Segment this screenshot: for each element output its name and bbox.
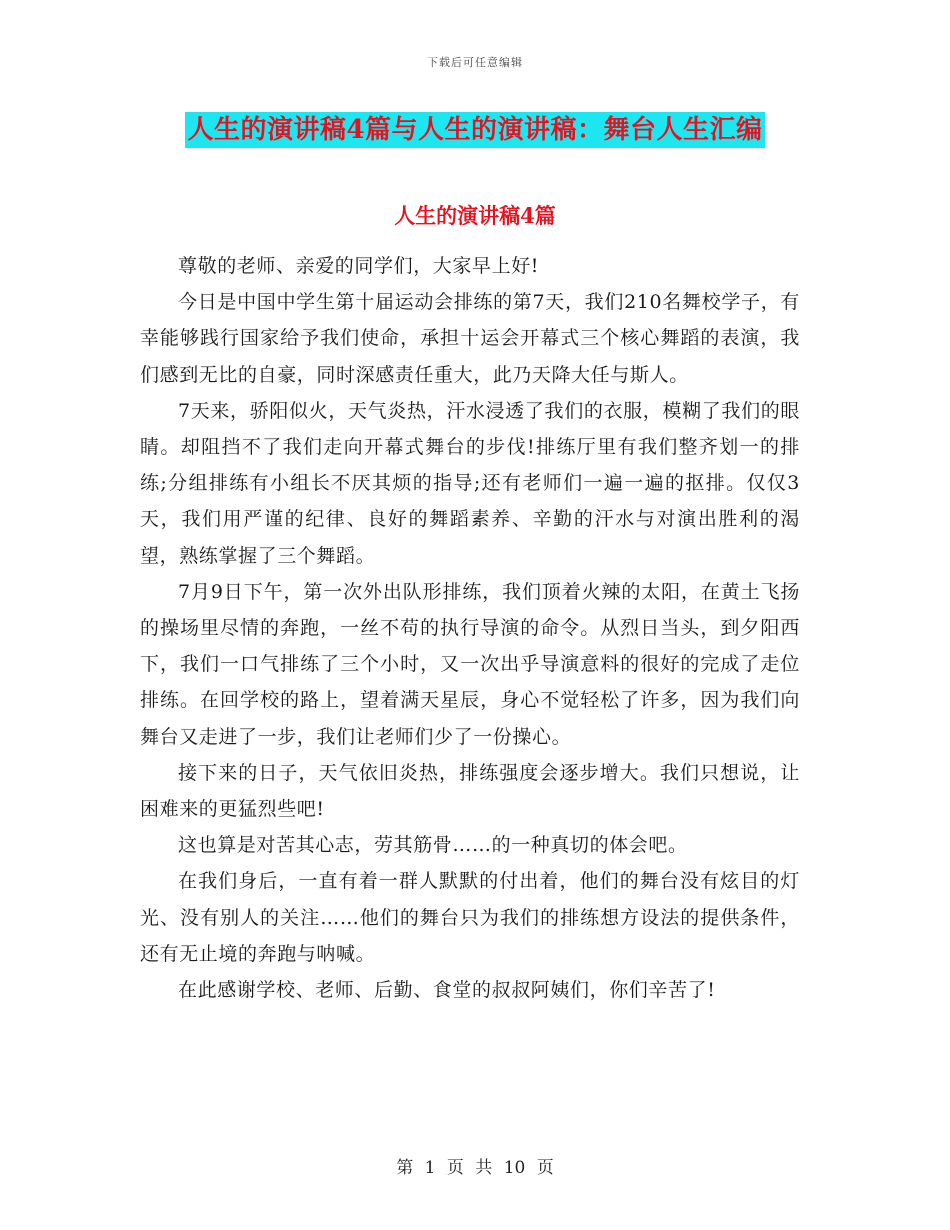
paragraph: 7月9日下午，第一次外出队形排练，我们顶着火辣的太阳，在黄土飞扬的操场里尽情的奔跑，一丝不苟的执行导演的命令。从烈日当头，到夕阳西下，我们一口气排练了三个小时，又一次出乎导演意料的很好的完成了走位排练。在回学校的路上，望着满天星辰，身心不觉轻松了许多，因为我们向舞台又走进了一步，我们让老师们少了一份操心。 xyxy=(140,580,800,748)
paragraph: 在我们身后，一直有着一群人默默的付出着，他们的舞台没有炫目的灯光、没有别人的关注……他们的舞台只为我们的排练想方设法的提供条件，还有无止境的奔跑与呐喊。 xyxy=(140,870,800,965)
document-title-container xyxy=(0,112,950,148)
document-body xyxy=(140,248,800,1008)
document-title: 人生的演讲稿4篇与人生的演讲稿：舞台人生汇编 xyxy=(185,112,764,148)
page-number-footer: 第 1 页 共 10 页 xyxy=(396,1158,554,1178)
section-title: 人生的演讲稿4篇 xyxy=(394,203,556,228)
paragraph: 这也算是对苦其心志，劳其筋骨……的一种真切的体会吧。 xyxy=(178,834,688,857)
paragraph: 7天来，骄阳似火，天气炎热，汗水浸透了我们的衣服，模糊了我们的眼睛。却阻挡不了我们走向开幕式舞台的步伐!排练厅里有我们整齐划一的排练;分组排练有小组长不厌其烦的指导;还有老师们一遍一遍的抠排。仅仅3天，我们用严谨的纪律、良好的舞蹈素养、辛勤的汗水与对演出胜利的渴望，熟练掌握了三个舞蹈。 xyxy=(140,399,800,567)
page-header-note: 下载后可任意编辑 xyxy=(427,56,523,69)
paragraph: 在此感谢学校、老师、后勤、食堂的叔叔阿姨们，你们辛苦了! xyxy=(178,979,716,1002)
paragraph: 今日是中国中学生第十届运动会排练的第7天，我们210名舞校学子，有幸能够践行国家给予我们使命，承担十运会开幕式三个核心舞蹈的表演，我们感到无比的自豪，同时深感责任重大，此乃天降大任与斯人。 xyxy=(140,291,800,386)
paragraph: 尊敬的老师、亲爱的同学们，大家早上好! xyxy=(178,255,540,277)
paragraph: 接下来的日子，天气依旧炎热，排练强度会逐步增大。我们只想说，让困难来的更猛烈些吧! xyxy=(140,761,800,821)
